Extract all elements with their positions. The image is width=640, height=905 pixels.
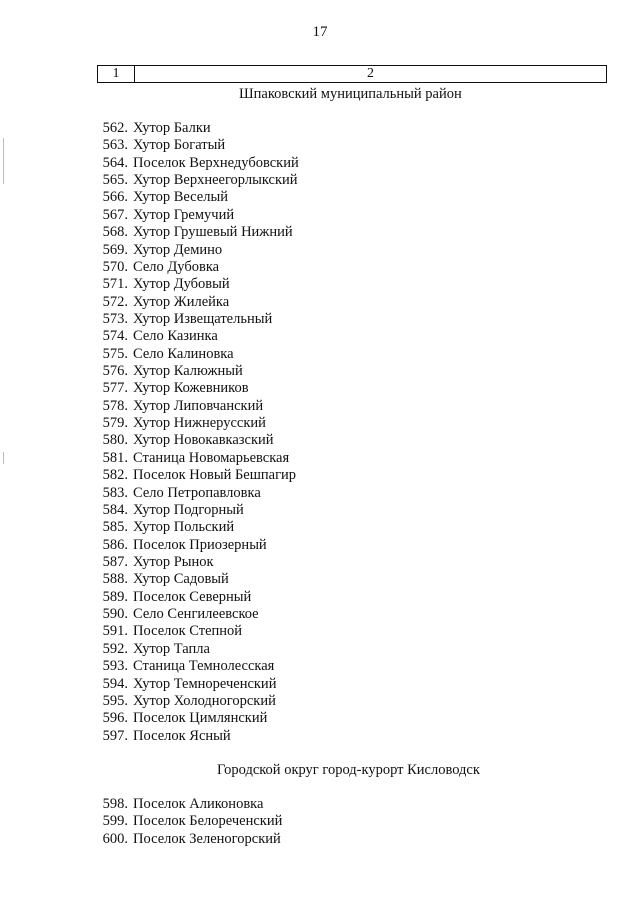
list-item (0, 363, 299, 380)
settlement-name: Поселок Цимлянский (133, 710, 268, 727)
list-item (0, 155, 299, 172)
settlement-name: Хутор Грушевый Нижний (133, 224, 293, 241)
list-item (0, 813, 282, 830)
item-number: 589. (102, 588, 128, 605)
list-item (0, 207, 299, 224)
list-item (0, 589, 299, 606)
settlement-list-kislovodsk (0, 796, 282, 848)
settlement-name: Поселок Степной (133, 623, 243, 640)
item-number: 573. (102, 310, 128, 327)
list-item (0, 676, 299, 693)
item-number: 577. (102, 380, 128, 397)
margin-scan-mark (3, 452, 4, 464)
settlement-name: Поселок Ясный (133, 727, 231, 744)
column-header-1: 1 (98, 66, 135, 82)
item-number: 598. (102, 796, 128, 812)
list-item (0, 519, 299, 536)
item-number: 564. (102, 154, 128, 171)
list-item (0, 415, 299, 432)
item-number: 574. (102, 328, 128, 345)
list-item (0, 796, 282, 813)
item-number: 587. (102, 553, 128, 570)
settlement-name: Хутор Веселый (133, 189, 228, 206)
settlement-name: Хутор Балки (133, 120, 211, 136)
list-item (0, 276, 299, 293)
item-number: 565. (102, 172, 128, 189)
list-item (0, 658, 299, 675)
settlement-name: Хутор Темнореченский (133, 675, 277, 692)
item-number: 584. (102, 501, 128, 518)
item-number: 599. (102, 813, 128, 830)
list-item (0, 467, 299, 484)
item-number: 562. (102, 120, 128, 136)
item-number: 586. (102, 536, 128, 553)
item-number: 563. (102, 137, 128, 154)
item-number: 566. (102, 189, 128, 206)
settlement-name: Село Калиновка (133, 345, 234, 362)
list-item (0, 728, 299, 745)
settlement-name: Село Казинка (133, 328, 218, 345)
list-item (0, 328, 299, 345)
item-number: 572. (102, 293, 128, 310)
list-item (0, 606, 299, 623)
item-number: 593. (102, 658, 128, 675)
item-number: 568. (102, 224, 128, 241)
settlement-name: Поселок Приозерный (133, 536, 267, 553)
item-number: 578. (102, 397, 128, 414)
settlement-name: Поселок Белореченский (133, 813, 283, 830)
item-number: 571. (102, 276, 128, 293)
settlement-name: Село Дубовка (133, 258, 220, 275)
list-item (0, 398, 299, 415)
settlement-name: Хутор Верхнеегорлыкский (133, 172, 298, 189)
item-number: 581. (102, 449, 128, 466)
settlement-name: Станица Новомарьевская (133, 449, 290, 466)
settlement-name: Станица Темнолесская (133, 658, 275, 675)
list-item (0, 189, 299, 206)
item-number: 594. (102, 675, 128, 692)
item-number: 582. (102, 467, 128, 484)
column-header-table (97, 65, 607, 83)
settlement-name: Село Петропавловка (133, 484, 261, 501)
list-item (0, 120, 299, 137)
section-title-kislovodsk: Городской округ город-курорт Кисловодск (217, 762, 480, 778)
list-item (0, 380, 299, 397)
settlement-name: Хутор Калюжный (133, 363, 243, 380)
settlement-name: Хутор Извещательный (133, 310, 273, 327)
item-number: 597. (102, 727, 128, 744)
settlement-name: Хутор Новокавказский (133, 432, 274, 449)
settlement-name: Поселок Зеленогорский (133, 830, 281, 847)
item-number: 592. (102, 640, 128, 657)
settlement-name: Хутор Липовчанский (133, 397, 264, 414)
list-item (0, 224, 299, 241)
settlement-name: Хутор Дубовый (133, 276, 230, 293)
list-item (0, 502, 299, 519)
item-number: 595. (102, 692, 128, 709)
item-number: 600. (102, 830, 128, 847)
item-number: 579. (102, 415, 128, 432)
list-item (0, 137, 299, 154)
list-item (0, 172, 299, 189)
margin-scan-mark (3, 138, 4, 184)
item-number: 580. (102, 432, 128, 449)
settlement-name: Хутор Демино (133, 241, 223, 258)
settlement-name: Хутор Тапла (133, 640, 210, 657)
settlement-name: Хутор Польский (133, 519, 235, 536)
list-item (0, 311, 299, 328)
item-number: 596. (102, 710, 128, 727)
list-item (0, 537, 299, 554)
list-item (0, 485, 299, 502)
item-number: 583. (102, 484, 128, 501)
settlement-name: Хутор Жилейка (133, 293, 230, 310)
item-number: 585. (102, 519, 128, 536)
settlement-name: Хутор Рынок (133, 553, 214, 570)
settlement-name: Хутор Садовый (133, 571, 229, 588)
item-number: 575. (102, 345, 128, 362)
list-item (0, 710, 299, 727)
list-item (0, 641, 299, 658)
item-number: 567. (102, 206, 128, 223)
list-item (0, 432, 299, 449)
list-item (0, 242, 299, 259)
settlement-name: Хутор Кожевников (133, 380, 249, 397)
list-item (0, 450, 299, 467)
section-title-shpakovsky: Шпаковский муниципальный район (239, 86, 462, 102)
list-item (0, 831, 282, 848)
item-number: 576. (102, 363, 128, 380)
list-item (0, 623, 299, 640)
item-number: 570. (102, 258, 128, 275)
list-item (0, 571, 299, 588)
item-number: 588. (102, 571, 128, 588)
list-item (0, 259, 299, 276)
column-header-2: 2 (367, 66, 374, 81)
list-item (0, 294, 299, 311)
settlement-name: Село Сенгилеевское (133, 606, 259, 623)
item-number: 569. (102, 241, 128, 258)
item-number: 590. (102, 606, 128, 623)
list-item (0, 554, 299, 571)
settlement-name: Хутор Гремучий (133, 206, 235, 223)
settlement-name: Хутор Холодногорский (133, 692, 276, 709)
settlement-name: Хутор Нижнерусский (133, 415, 266, 432)
item-number: 591. (102, 623, 128, 640)
settlement-name: Поселок Новый Бешпагир (133, 467, 297, 484)
settlement-name: Хутор Богатый (133, 137, 226, 154)
page-number: 17 (312, 24, 328, 40)
list-item (0, 693, 299, 710)
settlement-name: Поселок Северный (133, 588, 252, 605)
list-item (0, 346, 299, 363)
settlement-list-shpakovsky (0, 120, 299, 745)
settlement-name: Поселок Верхнедубовский (133, 154, 299, 171)
settlement-name: Поселок Аликоновка (133, 796, 264, 812)
settlement-name: Хутор Подгорный (133, 501, 244, 518)
